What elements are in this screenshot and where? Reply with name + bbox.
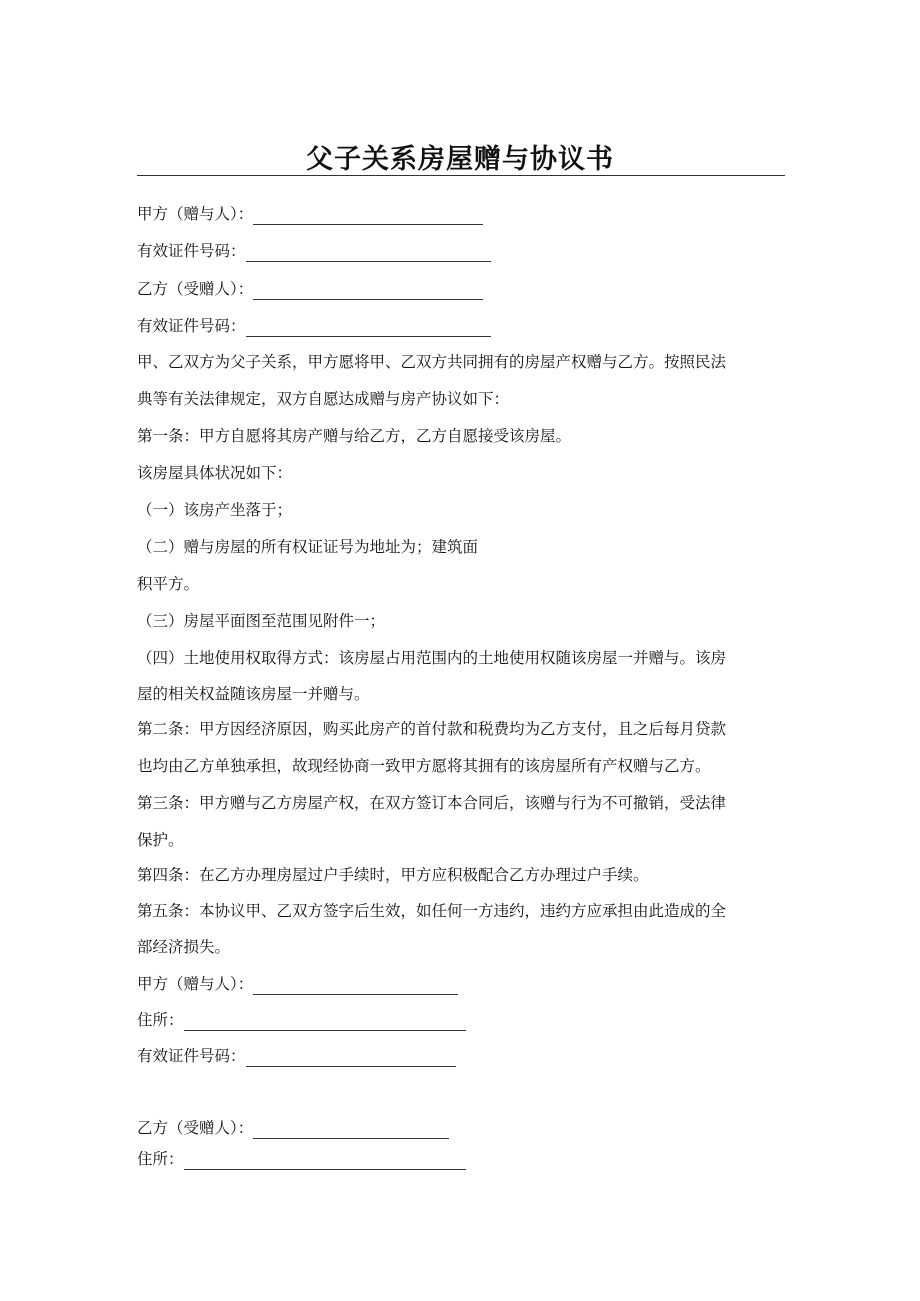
item-2-line-2: 积平方。 bbox=[137, 575, 200, 593]
article-5-line-1: 第五条：本协议甲、乙双方签字后生效，如任何一方违约，违约方应承担由此造成的全 bbox=[137, 902, 727, 920]
party-b-field bbox=[137, 278, 787, 300]
party-b-label: 乙方（受赠人）： bbox=[137, 280, 254, 298]
sign-party-a-field bbox=[137, 973, 787, 995]
sign-party-a-address-label: 住所： bbox=[137, 1011, 184, 1029]
article-3-line-1: 第三条：甲方赠与乙方房屋产权，在双方签订本合同后，该赠与行为不可撤销，受法律 bbox=[137, 794, 727, 812]
sign-party-b-input[interactable] bbox=[253, 1122, 449, 1139]
sign-party-a-id-field bbox=[137, 1045, 787, 1067]
sign-party-a-label: 甲方（赠与人）： bbox=[137, 975, 254, 993]
sign-party-a-id-input[interactable] bbox=[246, 1050, 456, 1067]
sign-party-b-address-label: 住所： bbox=[137, 1150, 184, 1168]
item-4-line-2: 屋的相关权益随该房屋一并赠与。 bbox=[137, 685, 370, 703]
item-3: （三）房屋平面图至范围见附件一； bbox=[137, 612, 386, 630]
article-2-line-1: 第二条：甲方因经济原因，购买此房产的首付款和税费均为乙方支付，且之后每月贷款 bbox=[137, 720, 727, 738]
party-a-field bbox=[137, 203, 787, 225]
party-b-id-field bbox=[137, 315, 787, 337]
house-intro: 该房屋具体状况如下： bbox=[137, 464, 293, 482]
party-a-id-field bbox=[137, 240, 787, 262]
article-2-line-2: 也均由乙方单独承担，故现经协商一致甲方愿将其拥有的该房屋所有产权赠与乙方。 bbox=[137, 757, 711, 775]
sign-party-a-address-field bbox=[137, 1009, 787, 1031]
sign-party-a-address-input[interactable] bbox=[184, 1014, 466, 1031]
sign-party-b-field bbox=[137, 1117, 787, 1139]
sign-party-a-id-label: 有效证件号码： bbox=[137, 1047, 246, 1065]
party-a-id-label: 有效证件号码： bbox=[137, 242, 246, 260]
article-3-line-2: 保护。 bbox=[137, 831, 184, 849]
intro-line-1: 甲、乙双方为父子关系，甲方愿将甲、乙双方共同拥有的房屋产权赠与乙方。按照民法 bbox=[137, 353, 727, 371]
item-1: （一）该房产坐落于； bbox=[137, 501, 293, 519]
article-4: 第四条：在乙方办理房屋过户手续时，甲方应积极配合乙方办理过户手续。 bbox=[137, 866, 649, 884]
item-4-line-1: （四）土地使用权取得方式：该房屋占用范围内的土地使用权随该房屋一并赠与。该房 bbox=[137, 649, 727, 667]
title-divider bbox=[137, 175, 785, 176]
document-title: 父子关系房屋赠与协议书 bbox=[306, 144, 614, 175]
party-a-label: 甲方（赠与人）： bbox=[137, 205, 254, 223]
intro-line-2: 典等有关法律规定，双方自愿达成赠与房产协议如下： bbox=[137, 390, 510, 408]
sign-party-b-address-input[interactable] bbox=[184, 1153, 466, 1170]
party-b-id-label: 有效证件号码： bbox=[137, 317, 246, 335]
item-2-line-1: （二）赠与房屋的所有权证证号为地址为；建筑面 bbox=[137, 538, 479, 556]
sign-party-b-address-field bbox=[137, 1148, 787, 1170]
sign-party-a-input[interactable] bbox=[253, 978, 458, 995]
article-5-line-2: 部经济损失。 bbox=[137, 938, 231, 956]
sign-party-b-label: 乙方（受赠人）： bbox=[137, 1119, 254, 1137]
party-b-input[interactable] bbox=[253, 283, 483, 300]
party-a-input[interactable] bbox=[253, 208, 483, 225]
article-1: 第一条：甲方自愿将其房产赠与给乙方，乙方自愿接受该房屋。 bbox=[137, 427, 572, 445]
party-a-id-input[interactable] bbox=[246, 245, 491, 262]
party-b-id-input[interactable] bbox=[246, 320, 491, 337]
